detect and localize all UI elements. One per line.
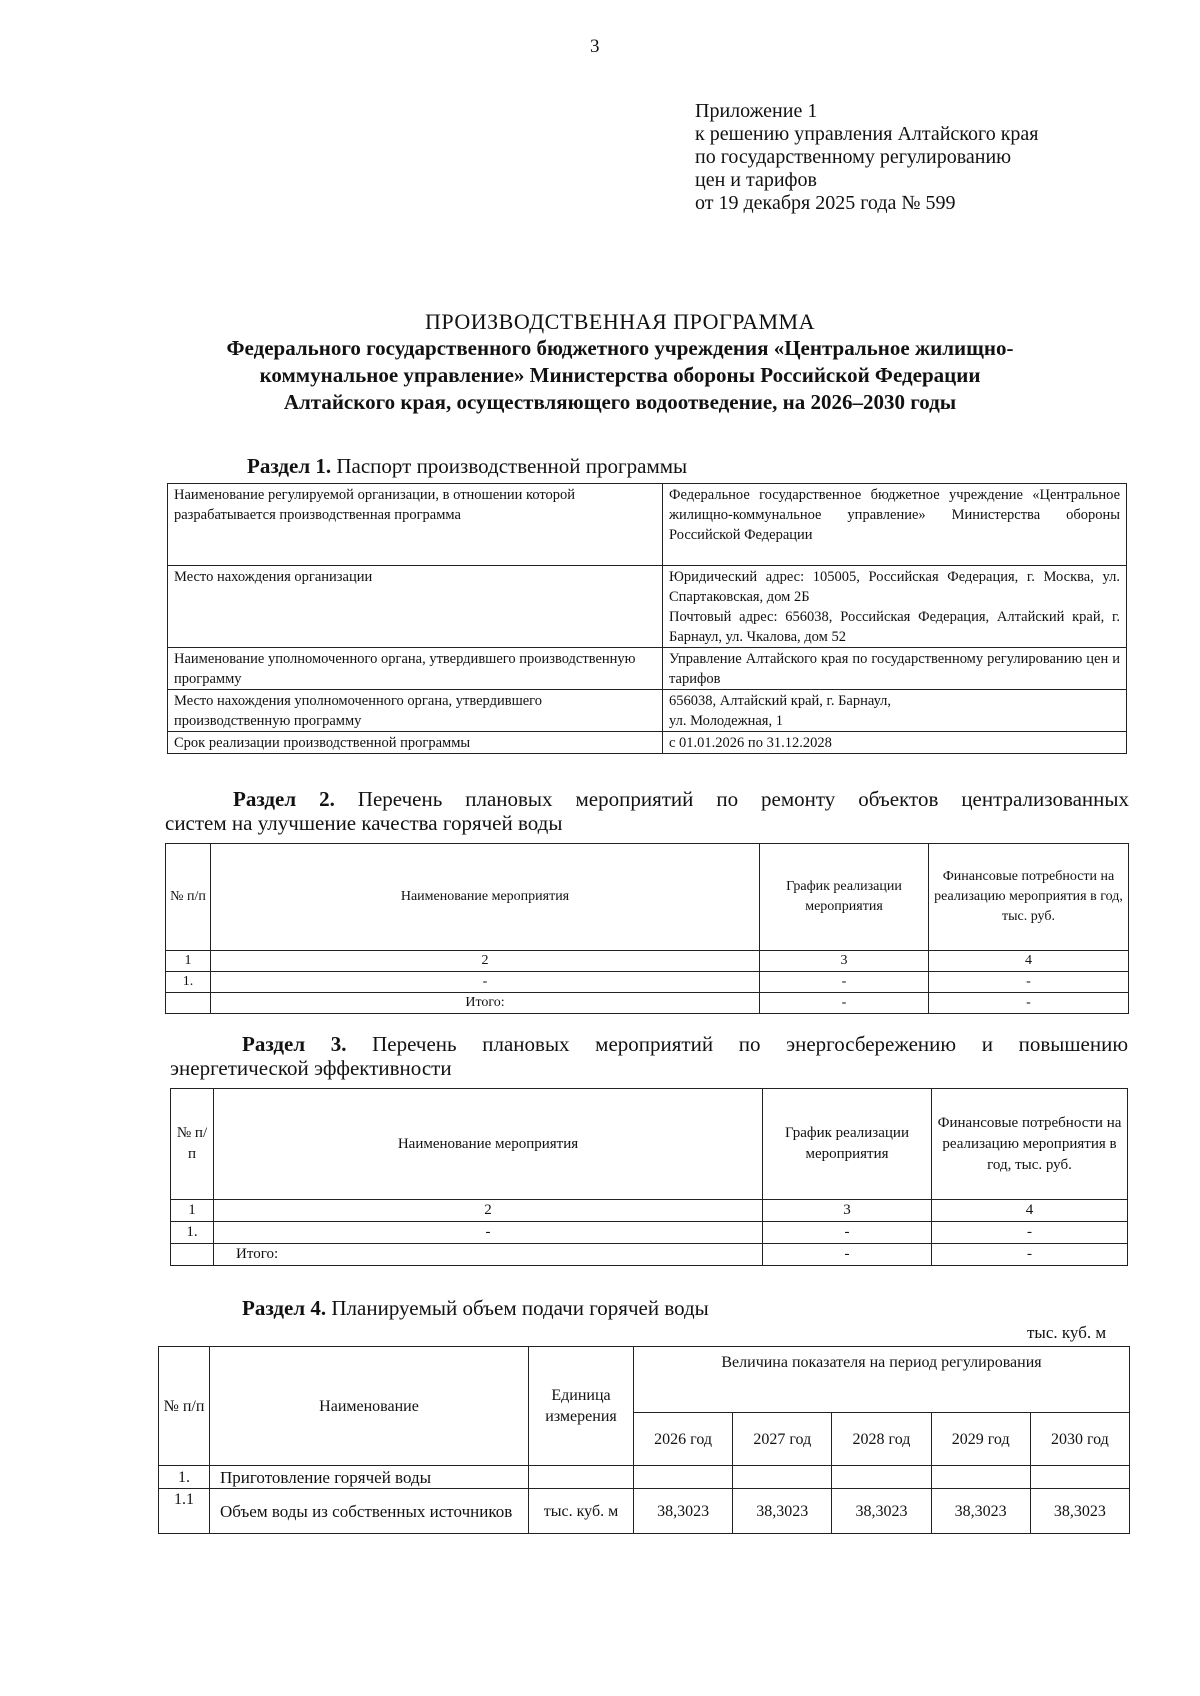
cell-empty: [634, 1466, 733, 1489]
table-row: [168, 484, 1127, 566]
section4-label: Раздел 4.: [242, 1296, 327, 1320]
appendix-block: [695, 100, 1039, 215]
cell-value: 38,3023: [1030, 1489, 1129, 1534]
col-header-num: № п/п: [166, 844, 211, 951]
unit-note: тыс. куб. м: [1027, 1323, 1107, 1342]
column-numbers-row: [166, 951, 1129, 972]
total-row: [171, 1244, 1128, 1266]
col-number: 1: [166, 951, 211, 972]
cell-num: 1.: [159, 1466, 210, 1489]
table-row: [159, 1489, 1130, 1534]
table-row: [171, 1222, 1128, 1244]
appendix-line: к решению управления Алтайского края: [695, 123, 1039, 145]
passport-value: Управление Алтайского края по государственному регулированию цен и тарифов: [663, 648, 1127, 690]
col-header-name: Наименование мероприятия: [211, 844, 760, 951]
column-numbers-row: [171, 1200, 1128, 1222]
passport-label: Наименование уполномоченного органа, утвердившего производственную программу: [168, 648, 663, 690]
col-header-year: 2027 год: [733, 1413, 832, 1466]
cell-empty: [931, 1466, 1030, 1489]
passport-value-line: Юридический адрес: 105005, Российская Федерация, г. Москва, ул. Спартаковская, дом 2Б: [669, 569, 1120, 605]
passport-value: Федеральное государственное бюджетное учреждение «Центральное жилищно-коммунальное управление» Министерства обороны Российской Федерации: [663, 484, 1127, 566]
passport-value-line: 656038, Алтайский край, г. Барнаул,: [669, 693, 892, 709]
section2-title: Перечень плановых мероприятий по ремонту объектов централизованных: [357, 787, 1129, 811]
total-label: Итого:: [211, 993, 760, 1014]
cell-num: 1.: [166, 972, 211, 993]
col-number: 2: [214, 1200, 763, 1222]
cell-empty: [832, 1466, 931, 1489]
passport-label: Срок реализации производственной программы: [168, 732, 663, 754]
section2-heading-cont: систем на улучшение качества горячей воды: [165, 811, 563, 835]
energy-measures-table: [170, 1088, 1128, 1266]
col-header-name: Наименование: [210, 1347, 529, 1466]
table-row: [168, 690, 1127, 732]
cell-value: 38,3023: [832, 1489, 931, 1534]
col-number: 1: [171, 1200, 214, 1222]
passport-value: с 01.01.2026 по 31.12.2028: [663, 732, 1127, 754]
col-number: 2: [211, 951, 760, 972]
repair-measures-table: [165, 843, 1129, 1014]
passport-value-line: Почтовый адрес: 656038, Российская Федерация, Алтайский край, г. Барнаул, ул. Чкалова, дом 52: [669, 609, 1120, 645]
title-sub-line: Федерального государственного бюджетного учреждения «Центральное жилищно-: [226, 336, 1014, 360]
section1-label: Раздел 1.: [247, 454, 332, 478]
section1-heading: [247, 454, 687, 478]
hot-water-volume-table: [158, 1346, 1130, 1534]
section3-heading: [170, 1032, 1128, 1056]
col-header-unit: Единица измерения: [529, 1347, 634, 1466]
title-main: ПРОИЗВОДСТВЕННАЯ ПРОГРАММА: [424, 309, 816, 334]
col-header-num: № п/п: [159, 1347, 210, 1466]
passport-label: Место нахождения уполномоченного органа, утвердившего производственную программу: [168, 690, 663, 732]
appendix-line: по государственному регулированию: [695, 146, 1012, 168]
cell-empty: [529, 1466, 634, 1489]
table-row: [168, 566, 1127, 648]
cell-num: 1.1: [159, 1489, 210, 1534]
appendix-line: цен и тарифов: [695, 169, 817, 191]
passport-table: [167, 483, 1127, 754]
section3-title: Перечень плановых мероприятий по энергосбережению и повышению: [372, 1032, 1129, 1056]
table-row: [159, 1466, 1130, 1489]
passport-value: [663, 566, 1127, 648]
col-number: 4: [932, 1200, 1128, 1222]
col-header-schedule: График реализации мероприятия: [763, 1089, 932, 1200]
col-header-finance: Финансовые потребности на реализацию мероприятия в год, тыс. руб.: [932, 1089, 1128, 1200]
cell-schedule: -: [760, 972, 929, 993]
total-label: Итого:: [214, 1244, 763, 1266]
cell-num: 1.: [171, 1222, 214, 1244]
total-finance: -: [932, 1244, 1128, 1266]
section4-heading: [242, 1296, 709, 1320]
col-header-name: Наименование мероприятия: [214, 1089, 763, 1200]
cell-unit: тыс. куб. м: [529, 1489, 634, 1534]
cell-finance: -: [932, 1222, 1128, 1244]
cell-empty: [171, 1244, 214, 1266]
table-header-row: [171, 1089, 1128, 1200]
table-row: [168, 732, 1127, 754]
col-header-year: 2028 год: [832, 1413, 931, 1466]
col-header-year: 2030 год: [1030, 1413, 1129, 1466]
section3-heading-cont: энергетической эффективности: [170, 1056, 452, 1080]
page-number: 3: [590, 36, 600, 57]
cell-value: 38,3023: [634, 1489, 733, 1534]
col-header-schedule: График реализации мероприятия: [760, 844, 929, 951]
passport-value-line: ул. Молодежная, 1: [669, 713, 783, 729]
cell-name: Приготовление горячей воды: [210, 1466, 529, 1489]
col-number: 3: [760, 951, 929, 972]
cell-name: -: [211, 972, 760, 993]
cell-empty: [166, 993, 211, 1014]
total-finance: -: [929, 993, 1129, 1014]
cell-empty: [1030, 1466, 1129, 1489]
document-title: [150, 308, 1090, 416]
cell-name: -: [214, 1222, 763, 1244]
col-header-period: Величина показателя на период регулирования: [634, 1347, 1130, 1413]
cell-schedule: -: [763, 1222, 932, 1244]
col-number: 3: [763, 1200, 932, 1222]
table-header-row: [159, 1347, 1130, 1413]
passport-label: Наименование регулируемой организации, в отношении которой разрабатывается производственная программа: [168, 484, 663, 566]
total-schedule: -: [760, 993, 929, 1014]
section1-title: Паспорт производственной программы: [336, 454, 688, 478]
total-schedule: -: [763, 1244, 932, 1266]
section3-label: Раздел 3.: [242, 1032, 347, 1056]
title-sub-line: Алтайского края, осуществляющего водоотведение, на 2026–2030 годы: [283, 390, 957, 414]
col-header-num: № п/ п: [171, 1089, 214, 1200]
table-row: [168, 648, 1127, 690]
appendix-line: Приложение 1: [695, 100, 818, 122]
cell-name: Объем воды из собственных источников: [210, 1489, 529, 1534]
passport-label: Место нахождения организации: [168, 566, 663, 648]
col-header-finance: Финансовые потребности на реализацию мероприятия в год, тыс. руб.: [929, 844, 1129, 951]
appendix-line: от 19 декабря 2025 года № 599: [695, 192, 956, 214]
passport-value: [663, 690, 1127, 732]
section2-label: Раздел 2.: [233, 787, 335, 811]
cell-value: 38,3023: [733, 1489, 832, 1534]
section2-heading: [165, 787, 1129, 811]
title-sub-line: коммунальное управление» Министерства обороны Российской Федерации: [259, 363, 981, 387]
col-header-year: 2026 год: [634, 1413, 733, 1466]
cell-empty: [733, 1466, 832, 1489]
total-row: [166, 993, 1129, 1014]
cell-value: 38,3023: [931, 1489, 1030, 1534]
table-row: [166, 972, 1129, 993]
col-header-year: 2029 год: [931, 1413, 1030, 1466]
cell-finance: -: [929, 972, 1129, 993]
col-number: 4: [929, 951, 1129, 972]
section4-title: Планируемый объем подачи горячей воды: [331, 1296, 709, 1320]
table-header-row: [166, 844, 1129, 951]
